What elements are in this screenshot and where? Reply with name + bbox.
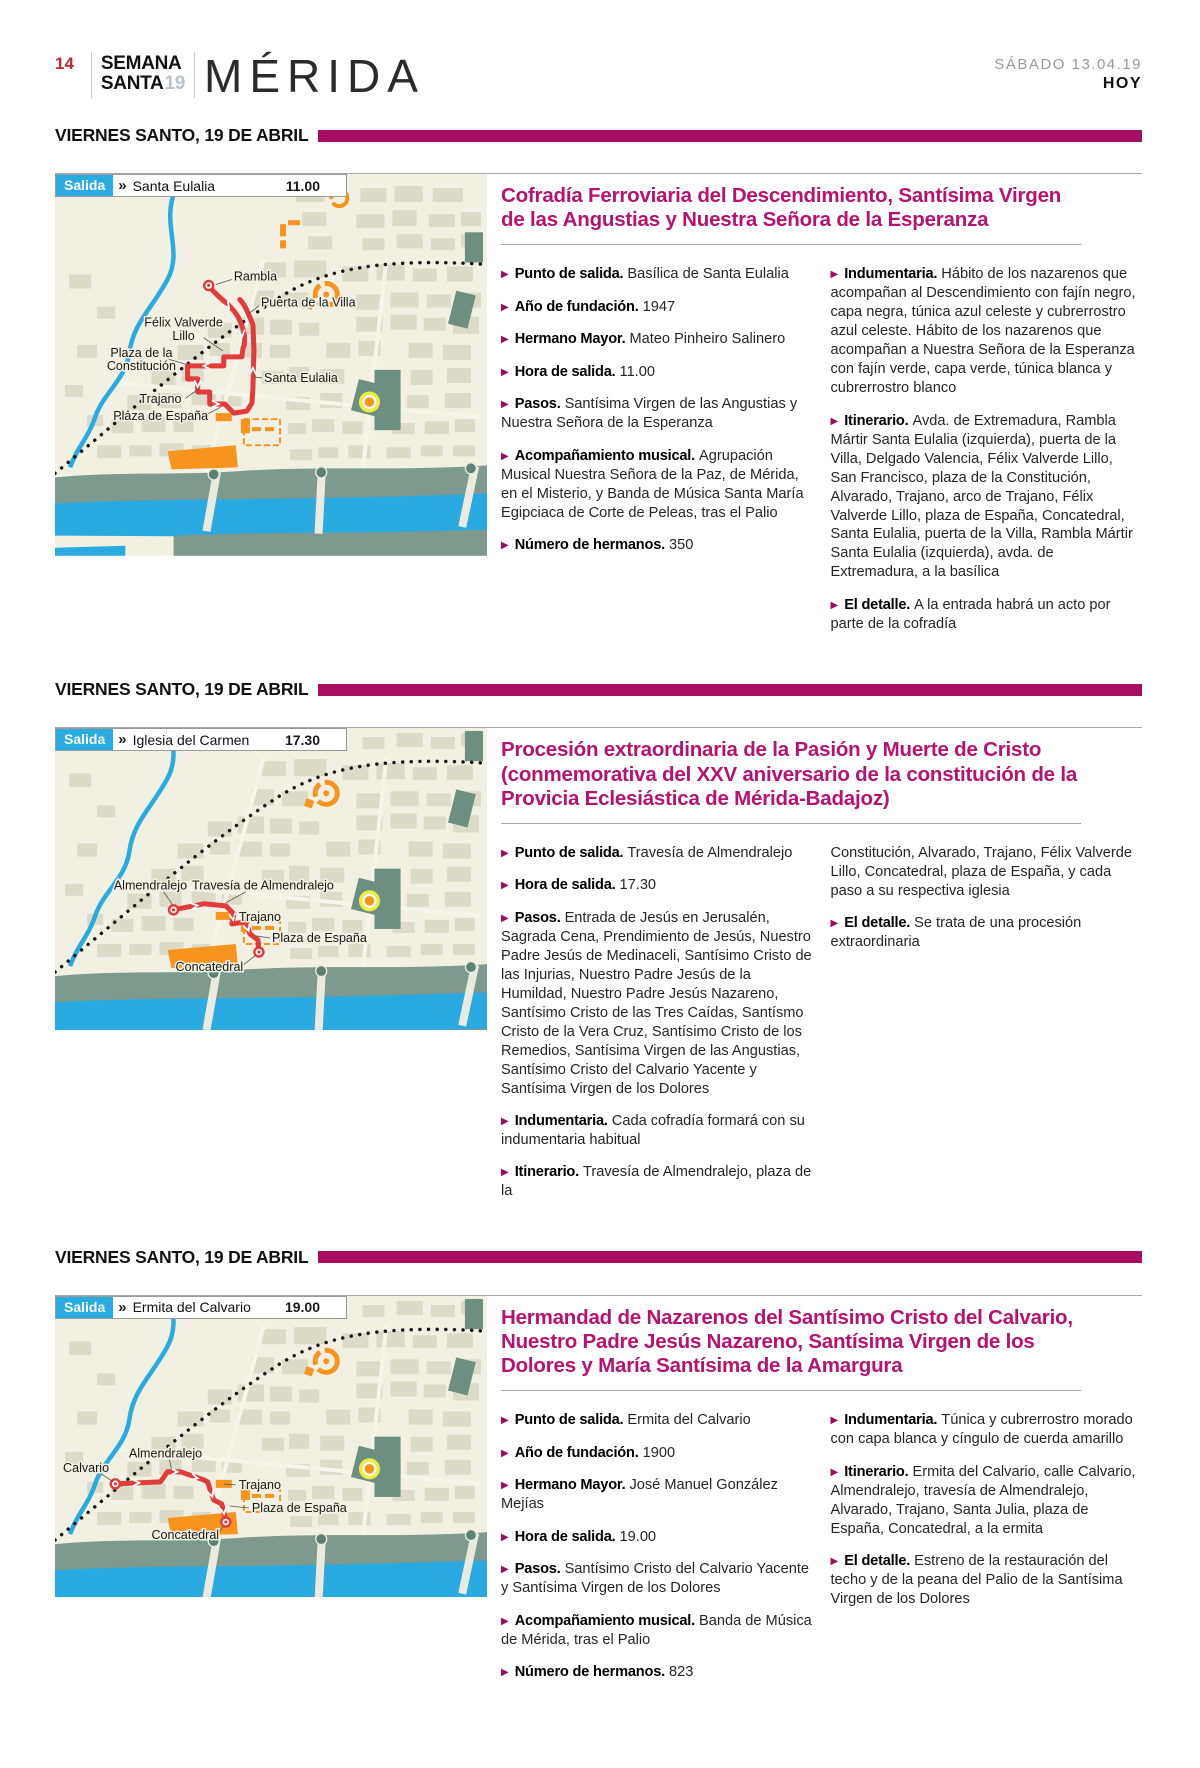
detail-label: Hora de salida.	[514, 363, 616, 380]
procession-section-1	[55, 125, 1142, 647]
detail-item	[501, 1663, 813, 1682]
map-label: Plaza de España	[251, 1500, 347, 1515]
detail-label: Punto de salida.	[514, 844, 624, 861]
detail-label: Indumentaria.	[514, 1113, 608, 1129]
bullet-triangle-icon: ▶	[501, 1564, 509, 1576]
detail-item	[501, 876, 813, 895]
procession-title: Hermandad de Nazarenos del Santísimo Cristo del Calvario, Nuestro Padre Jesús Nazareno, Santísima Virgen de los Dolores y María Santísima de la Amargura	[501, 1306, 1081, 1392]
detail-item	[501, 330, 813, 349]
map-label: Félix Valverde	[144, 315, 223, 330]
section-date-header: VIERNES SANTO, 19 DE ABRIL	[55, 679, 1142, 700]
city-map-svg	[55, 728, 487, 1029]
salida-badge: Salida	[56, 1297, 113, 1318]
detail-item	[501, 909, 813, 1099]
bullet-triangle-icon: ▶	[501, 450, 509, 462]
bullet-triangle-icon: ▶	[501, 880, 509, 892]
brand-block	[55, 50, 425, 102]
detail-text: 17.30	[619, 877, 657, 894]
bullet-triangle-icon: ▶	[501, 399, 509, 411]
magenta-bar	[318, 684, 1142, 696]
detail-item	[501, 265, 813, 284]
detail-text: Santísimo Cristo del Calvario Yacente y Santísima Virgen de los Dolores	[501, 1561, 809, 1597]
bullet-triangle-icon: ▶	[830, 1466, 839, 1478]
detail-text: Basílica de Santa Eulalia	[627, 266, 789, 283]
detail-label: Hora de salida.	[514, 877, 616, 894]
detail-label: Pasos.	[514, 1561, 561, 1578]
bullet-triangle-icon: ▶	[501, 912, 509, 924]
map-label: Plaza de España	[272, 931, 367, 946]
route-map-2	[55, 728, 487, 1215]
departure-location: Iglesia del Carmen	[132, 731, 250, 748]
detail-text: Se trata de una procesión extraordinaria	[830, 915, 1082, 951]
detail-label: Itinerario.	[844, 1463, 909, 1480]
detail-label: Número de hermanos.	[514, 1664, 665, 1681]
detail-text: 1900	[642, 1444, 676, 1461]
divider	[91, 52, 92, 98]
detail-text: Avda. de Extremadura, Rambla Mártir Santa Eulalia (izquierda), puerta de la Villa, Delgado Valencia, Félix Valverde Lillo, San Francisco, plaza de la Constitución, Alvarado, Trajano, arco de Trajano, Félix Valverde Lillo, plaza de España, Concatedral, Santa Eulalia, puerta de la Villa, Rambla Mártir Santa Eulalia (izquierda), avda. de Extremadura, a la basílica	[830, 412, 1133, 581]
map-label: Travesía de Almendralejo	[192, 879, 334, 894]
detail-item	[831, 1552, 1143, 1609]
detail-item	[501, 1163, 813, 1201]
detail-text: 350	[669, 537, 694, 554]
details-right-column	[831, 1411, 1143, 1695]
map-label: Constitución	[106, 358, 176, 373]
map-departure-strip	[55, 1296, 347, 1319]
detail-text: Travesía de Almendralejo	[627, 844, 793, 861]
detail-text: Banda de Música de Mérida, tras el Palio	[501, 1612, 812, 1648]
map-label: Puerta de la Villa	[260, 295, 356, 310]
magenta-bar	[318, 130, 1142, 142]
city-map-svg	[55, 1296, 487, 1597]
bullet-triangle-icon: ▶	[501, 1667, 509, 1679]
detail-item	[501, 1411, 813, 1430]
detail-item	[501, 1528, 813, 1547]
detail-label: Pasos.	[514, 396, 561, 413]
detail-label: El detalle.	[844, 1553, 911, 1570]
bullet-triangle-icon: ▶	[501, 847, 509, 859]
procession-section-3	[55, 1247, 1142, 1696]
page-header	[55, 50, 1142, 102]
departure-time: 11.00	[285, 177, 320, 194]
map-label: Trajano	[238, 910, 281, 925]
detail-item	[501, 1444, 813, 1463]
departure-time: 19.00	[284, 1299, 320, 1316]
semana-santa-logo: SEMANA SANTA19	[100, 53, 186, 94]
detail-label: Hora de salida.	[514, 1528, 616, 1545]
detail-item	[831, 1463, 1143, 1539]
map-label: Almendralejo	[113, 879, 188, 894]
detail-text: Estreno de la restauración del techo y de la peana del Palio de la Santísima Virgen de los Dolores	[830, 1553, 1123, 1608]
map-label: Plaza de la	[110, 345, 173, 360]
detail-item	[501, 536, 813, 555]
date-block	[994, 56, 1142, 93]
detail-text: Santísima Virgen de las Angustias y Nuestra Señora de la Esperanza	[501, 396, 798, 432]
arrow-icon: »	[118, 1298, 127, 1316]
detail-label: Hermano Mayor.	[514, 331, 626, 348]
bullet-triangle-icon: ▶	[830, 1415, 839, 1427]
map-label: Concatedral	[151, 1527, 220, 1542]
map-departure-strip	[55, 174, 347, 197]
map-label: Santa Eulalia	[263, 370, 338, 385]
masthead-city: MÉRIDA	[204, 50, 425, 102]
dateline: SÁBADO 13.04.19	[994, 56, 1142, 73]
details-left-column	[501, 265, 813, 647]
bullet-triangle-icon: ▶	[501, 1447, 509, 1459]
detail-text: 11.00	[619, 363, 655, 380]
map-departure-strip	[55, 728, 347, 751]
detail-label: Año de fundación.	[514, 1444, 639, 1461]
detail-item	[831, 265, 1143, 398]
section-date-header: VIERNES SANTO, 19 DE ABRIL	[55, 1247, 1142, 1268]
map-label: Almendralejo	[128, 1446, 203, 1461]
detail-text: Cada cofradía formará con su indumentaria habitual	[501, 1113, 805, 1148]
map-label: Trajano	[139, 392, 182, 407]
divider	[194, 52, 195, 98]
bullet-triangle-icon: ▶	[501, 1116, 509, 1127]
map-label: Calvario	[63, 1460, 110, 1475]
detail-label: Punto de salida.	[514, 1412, 624, 1429]
detail-text: 1947	[642, 298, 676, 315]
bullet-triangle-icon: ▶	[501, 1415, 509, 1427]
details-right-column	[831, 265, 1143, 647]
route-map-1	[55, 174, 487, 647]
brand-year: 19	[164, 72, 186, 94]
salida-badge: Salida	[56, 729, 113, 750]
page-number: 14	[55, 54, 74, 73]
detail-item	[831, 1411, 1143, 1449]
detail-label: Itinerario.	[514, 1164, 580, 1181]
detail-text: Travesía de Almendralejo, plaza de la	[501, 1164, 812, 1200]
map-label: Plaza de España	[113, 409, 209, 424]
detail-text: Hábito de los nazarenos que acompañan al Descendimiento con fajín negro, capa negra, túnica azul celeste y cubrerrostro azul celeste. Hábito de los nazarenos que acompañan a Nuestra Señora de la Esperanza con fajín verde, capa verde, túnica blanca y cubrerrostro blanco	[830, 266, 1136, 397]
bullet-triangle-icon: ▶	[501, 269, 509, 281]
detail-label: El detalle.	[844, 596, 911, 613]
detail-label: Itinerario.	[844, 412, 909, 429]
map-label: Concatedral	[175, 960, 244, 975]
detail-item	[501, 447, 813, 523]
bullet-triangle-icon: ▶	[501, 366, 509, 378]
detail-label: Año de fundación.	[514, 298, 639, 315]
procession-title: Procesión extraordinaria de la Pasión y Muerte de Cristo (conmemorativa del XXV aniversario de la constitución de la Provicia Eclesiástica de Mérida-Badajoz)	[501, 738, 1081, 824]
detail-label: Punto de salida.	[514, 266, 624, 283]
detail-label: Hermano Mayor.	[514, 1477, 626, 1494]
detail-item	[501, 298, 813, 317]
city-map-svg	[55, 174, 487, 556]
details-left-column	[501, 1411, 813, 1695]
detail-item	[501, 1112, 813, 1150]
detail-text: Mateo Pinheiro Salinero	[629, 331, 786, 348]
detail-item	[831, 914, 1143, 952]
bullet-triangle-icon: ▶	[501, 1167, 509, 1179]
bullet-triangle-icon: ▶	[501, 540, 509, 552]
magenta-bar	[318, 1251, 1142, 1263]
detail-label: Indumentaria.	[844, 1412, 938, 1429]
edition-label: HOY	[1102, 75, 1142, 92]
detail-item	[501, 1476, 813, 1514]
details-right-column	[831, 844, 1143, 1215]
arrow-icon: »	[118, 731, 127, 749]
bullet-triangle-icon: ▶	[830, 415, 839, 427]
detail-item	[501, 844, 813, 863]
detail-text: 823	[669, 1664, 694, 1681]
bullet-triangle-icon: ▶	[830, 599, 839, 611]
bullet-triangle-icon: ▶	[830, 1556, 839, 1568]
detail-text: Ermita del Calvario, calle Calvario, Almendralejo, travesía de Almendralejo, Alvarado, Trajano, Santa Julia, plaza de España, Concatedral, a la ermita	[830, 1463, 1136, 1537]
detail-item	[501, 363, 813, 382]
detail-label: Acompañamiento musical.	[514, 1612, 696, 1629]
details-left-column	[501, 844, 813, 1215]
map-label: Rambla	[233, 269, 278, 284]
detail-text: José Manuel González Mejías	[501, 1477, 778, 1513]
detail-label: Indumentaria.	[844, 266, 938, 283]
detail-text: 19.00	[619, 1528, 657, 1545]
detail-text: Ermita del Calvario	[627, 1412, 751, 1429]
detail-label: Pasos.	[514, 909, 561, 926]
map-label: Trajano	[238, 1477, 281, 1492]
bullet-triangle-icon: ▶	[501, 1480, 509, 1492]
arrow-icon: »	[118, 177, 127, 194]
detail-item	[831, 596, 1143, 634]
procession-section-2	[55, 679, 1142, 1215]
bullet-triangle-icon: ▶	[501, 301, 509, 313]
section-date-header: VIERNES SANTO, 19 DE ABRIL	[55, 125, 1142, 146]
detail-item	[501, 1612, 813, 1650]
departure-location: Santa Eulalia	[132, 177, 216, 194]
detail-label: Acompañamiento musical.	[514, 447, 696, 464]
detail-text: Entrada de Jesús en Jerusalén, Sagrada Cena, Prendimiento de Jesús, Nuestro Padre Jesús de Medinaceli, Santísimo Cristo de las Injurias, Nuestro Padre Jesús de la Humildad, Nuestro Padre Jesús Nazareno, Santísimo Cristo de las Tres Caídas, Santísmo Cristo de la Vera Cruz, Santísimo Cristo de los Remedios, Santísima Virgen de las Angustias, Santísimo Cristo del Calvario Yacente y Santísima Virgen de los Dolores	[501, 909, 812, 1097]
detail-text: Túnica y cubrerrostro morado con capa blanca y cíngulo de cuerda amarillo	[830, 1412, 1133, 1448]
detail-text: Agrupación Musical Nuestra Señora de la Paz, de Mérida, en el Misterio, y Banda de Música Santa María Egipciaca de Corte de Peleas, tras el Palio	[501, 447, 804, 521]
detail-item	[501, 1560, 813, 1598]
detail-item	[831, 844, 1143, 901]
map-label: Lillo	[172, 328, 195, 343]
bullet-triangle-icon: ▶	[501, 334, 509, 346]
detail-text: A la entrada habrá un acto por parte de la cofradía	[830, 596, 1111, 632]
bullet-triangle-icon: ▶	[830, 269, 839, 281]
bullet-triangle-icon: ▶	[501, 1531, 509, 1543]
departure-location: Ermita del Calvario	[132, 1299, 251, 1316]
detail-text: Constitución, Alvarado, Trajano, Félix Valverde Lillo, Concatedral, plaza de España, y cada paso a su respectiva iglesia	[830, 844, 1132, 899]
salida-badge: Salida	[56, 175, 113, 196]
detail-label: Número de hermanos.	[514, 537, 665, 554]
detail-label: El detalle.	[844, 915, 911, 932]
detail-item	[501, 395, 813, 433]
departure-time: 17.30	[284, 731, 320, 748]
procession-title: Cofradía Ferroviaria del Descendimiento, Santísima Virgen de las Angustias y Nuestra Señora de la Esperanza	[501, 184, 1081, 245]
detail-item	[831, 412, 1143, 583]
bullet-triangle-icon: ▶	[830, 918, 839, 930]
bullet-triangle-icon: ▶	[501, 1615, 509, 1627]
route-map-3	[55, 1296, 487, 1696]
